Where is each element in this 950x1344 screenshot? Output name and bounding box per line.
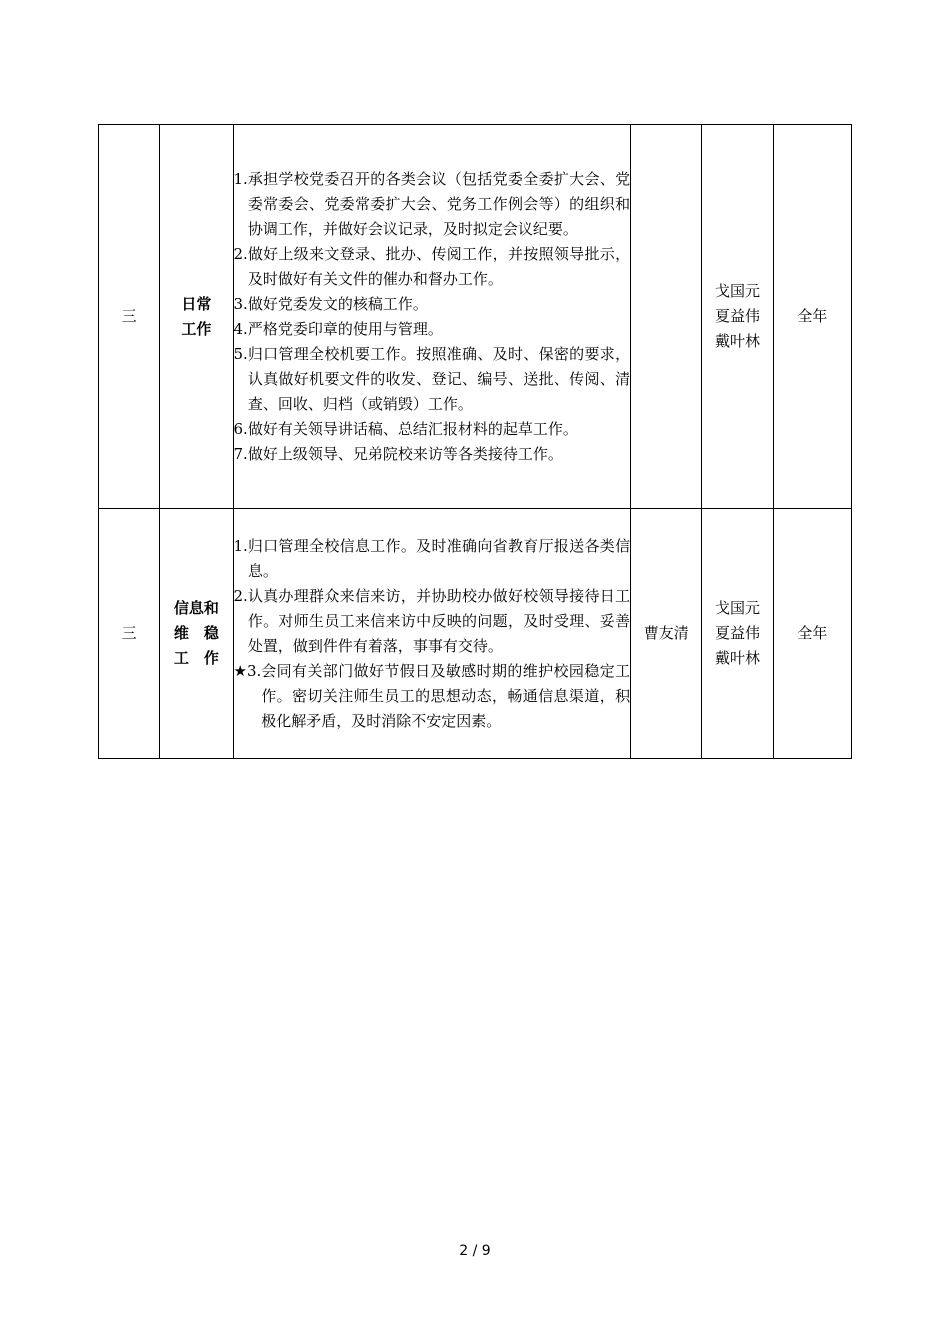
assist-name: 戴叶林 — [715, 649, 761, 667]
item-text: 做好有关领导讲话稿、总结汇报材料的起草工作。 — [247, 419, 578, 438]
table-row — [99, 509, 852, 759]
time-period: 全年 — [773, 125, 851, 509]
item-number: 3. — [233, 294, 248, 313]
item-number: ★3. — [233, 661, 262, 680]
item-number: 5. — [233, 344, 248, 363]
task-content — [233, 125, 631, 509]
task-name — [160, 125, 233, 509]
row-number: 三 — [99, 125, 160, 509]
item-text: 归口管理全校信息工作。及时准确向省教育厅报送各类信息。 — [247, 536, 631, 580]
assist-name: 夏益伟 — [715, 307, 761, 325]
item-text: 归口管理全校机要工作。按照准确、及时、保密的要求，认真做好机要文件的收发、登记、编号、送批、传阅、清查、回收、归档（或销毁）工作。 — [247, 344, 631, 413]
list-item — [234, 534, 631, 584]
list-item — [234, 442, 631, 467]
item-text: 认真办理群众来信来访，并协助校办做好校领导接待日工作。对师生员工来信来访中反映的问题，及时受理、妥善处置，做到件件有着落，事事有交待。 — [247, 586, 631, 655]
task-name-line: 工 作 — [173, 649, 219, 667]
item-number: 6. — [233, 419, 248, 438]
item-number: 7. — [233, 444, 248, 463]
item-number: 1. — [233, 169, 248, 188]
list-item — [234, 242, 631, 292]
time-period: 全年 — [773, 509, 851, 759]
item-text: 会同有关部门做好节假日及敏感时期的维护校园稳定工作。密切关注师生员工的思想动态，畅通信息渠道，积极化解矛盾，及时消除不安定因素。 — [261, 661, 631, 730]
assist-name: 夏益伟 — [715, 624, 761, 642]
list-item — [234, 167, 631, 242]
responsible-person: 曹友清 — [631, 509, 702, 759]
page-number: 2 / 9 — [459, 1243, 491, 1259]
item-text: 做好上级领导、兄弟院校来访等各类接待工作。 — [247, 444, 563, 463]
task-name-line: 信息和 — [173, 599, 219, 617]
assisting-persons — [702, 125, 773, 509]
task-name — [160, 509, 233, 759]
item-text: 承担学校党委召开的各类会议（包括党委全委扩大会、党委常委会、党委常委扩大会、党务工作例会等）的组织和协调工作，并做好会议记录，及时拟定会议纪要。 — [247, 169, 631, 238]
list-item — [234, 659, 631, 734]
work-plan-table — [98, 124, 852, 759]
item-number: 4. — [233, 319, 248, 338]
responsible-person — [631, 125, 702, 509]
assist-name: 戴叶林 — [715, 332, 761, 350]
assist-name: 戈国元 — [715, 599, 761, 617]
task-name-line: 工作 — [181, 319, 212, 338]
task-name-line: 日常 — [181, 294, 212, 313]
item-text: 严格党委印章的使用与管理。 — [247, 319, 443, 338]
list-item — [234, 417, 631, 442]
item-number: 1. — [233, 536, 248, 555]
list-item — [234, 317, 631, 342]
list-item — [234, 342, 631, 417]
table-row — [99, 125, 852, 509]
task-content — [233, 509, 631, 759]
item-text: 做好上级来文登录、批办、传阅工作，并按照领导批示，及时做好有关文件的催办和督办工作。 — [247, 244, 631, 288]
item-number: 2. — [233, 586, 248, 605]
item-text: 做好党委发文的核稿工作。 — [247, 294, 428, 313]
assist-name: 戈国元 — [715, 282, 761, 300]
row-number: 三 — [99, 509, 160, 759]
assisting-persons — [702, 509, 773, 759]
task-name-line: 维 稳 — [173, 624, 219, 642]
item-number: 2. — [233, 244, 248, 263]
list-item — [234, 292, 631, 317]
list-item — [234, 584, 631, 659]
